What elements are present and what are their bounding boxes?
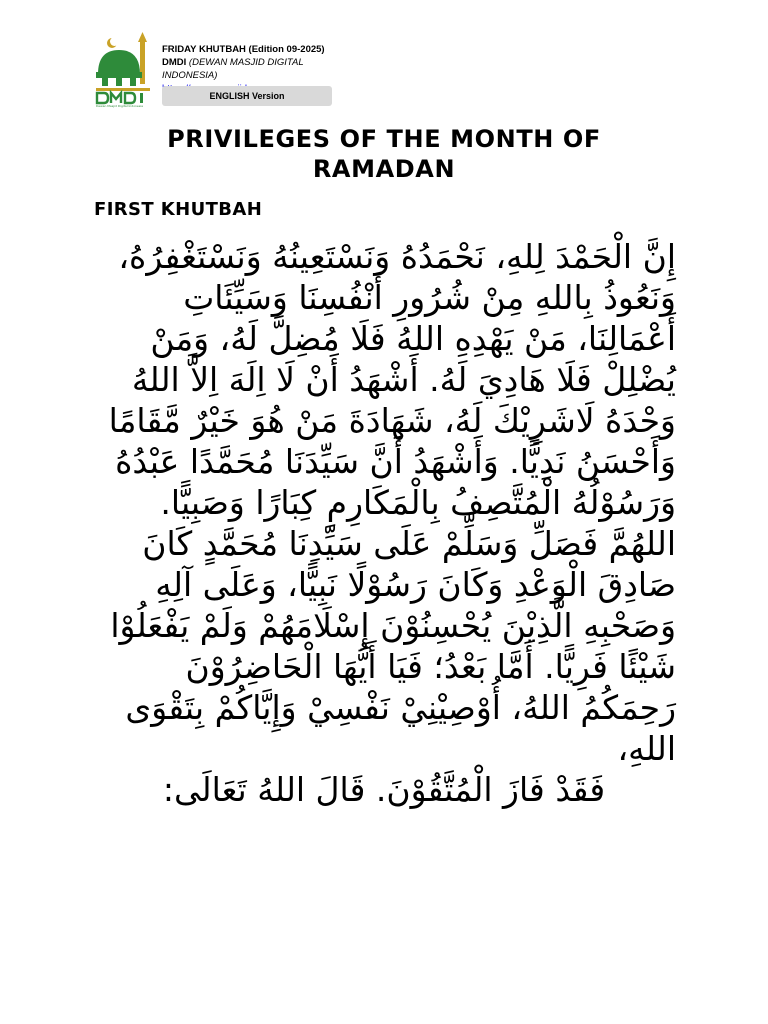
organization-line: [162, 56, 352, 82]
version-badge: ENGLISH Version: [162, 86, 332, 106]
page-title: PRIVILEGES OF THE MONTH OF RAMADAN: [167, 125, 601, 183]
document-header: [92, 30, 352, 110]
section-heading: FIRST KHUTBAH: [94, 199, 263, 220]
arabic-paragraph-salawat: اللهُمَّ فَصَلِّ وَسَلِّمْ عَلَى سَيِّدِنَا مُحَمَّدٍ كَانَ صَادِقَ الْوَعْدِ وَكَانَ رَسُوْلًا نَبِيًّا، وَعَلَى آلِهِ وَصَحْبِهِ الَّذِيْنَ يُحْسِنُوْنَ إِسْلَامَهُمْ وَلَمْ يَفْعَلُوْا شَيْئًا فَرِيًّا. أَمَّا بَعْدُ؛ فَيَا أَيُّهَا الْحَاضِرُوْنَ رَحِمَكُمُ اللهُ، أُوْصِيْنِيْ نَفْسِيْ وَإِيَّاكُمْ بِتَقْوَى اللهِ،: [110, 524, 676, 768]
arabic-paragraph-closing: فَقَدْ فَازَ الْمُتَّقُوْنَ. قَالَ اللهُ تَعَالَى:: [162, 770, 606, 809]
arabic-khutbah-text: [92, 236, 676, 810]
mosque-dome-logo-icon: [92, 30, 154, 108]
edition-label: FRIDAY KHUTBAH (Edition 09-2025): [162, 44, 325, 55]
logo-small-text: Dewan Masjid Digital Indonesia: [96, 104, 144, 108]
arabic-paragraph-opening: إِنَّ الْحَمْدَ لِلهِ، نَحْمَدُهُ وَنَسْتَعِينُهُ وَنَسْتَغْفِرُهُ، وَنَعُوذُ بِاللهِ مِنْ شُرُورِ أَنْفُسِنَا وَسَيِّئَاتِ أَعْمَالِنَا، مَنْ يَهْدِهِ اللهُ فَلَا مُضِلَّ لَهُ، وَمَنْ يُضْلِلْ فَلَا هَادِيَ لَهُ. أَشْهَدُ أَنْ لَا اِلَهَ اِلاَّ اللهُ وَحْدَهُ لَاشَرِيْكَ لَهُ، شَهَادَةَ مَنْ هُوَ خَيْرٌ مَّقَامًا وَأَحْسَنُ نَدِيًّا. وَأَشْهَدُ أَنَّ سَيِّدَنَا مُحَمَّدًا عَبْدُهُ وَرَسُوْلُهُ الْمُتَّصِفُ بِالْمَكَارِمِ كِبَارًا وَصَبِيًّا.: [108, 237, 676, 522]
organization-full-name: (DEWAN MASJID DIGITAL INDONESIA): [162, 57, 304, 81]
organization-abbr: DMDI: [162, 57, 187, 68]
